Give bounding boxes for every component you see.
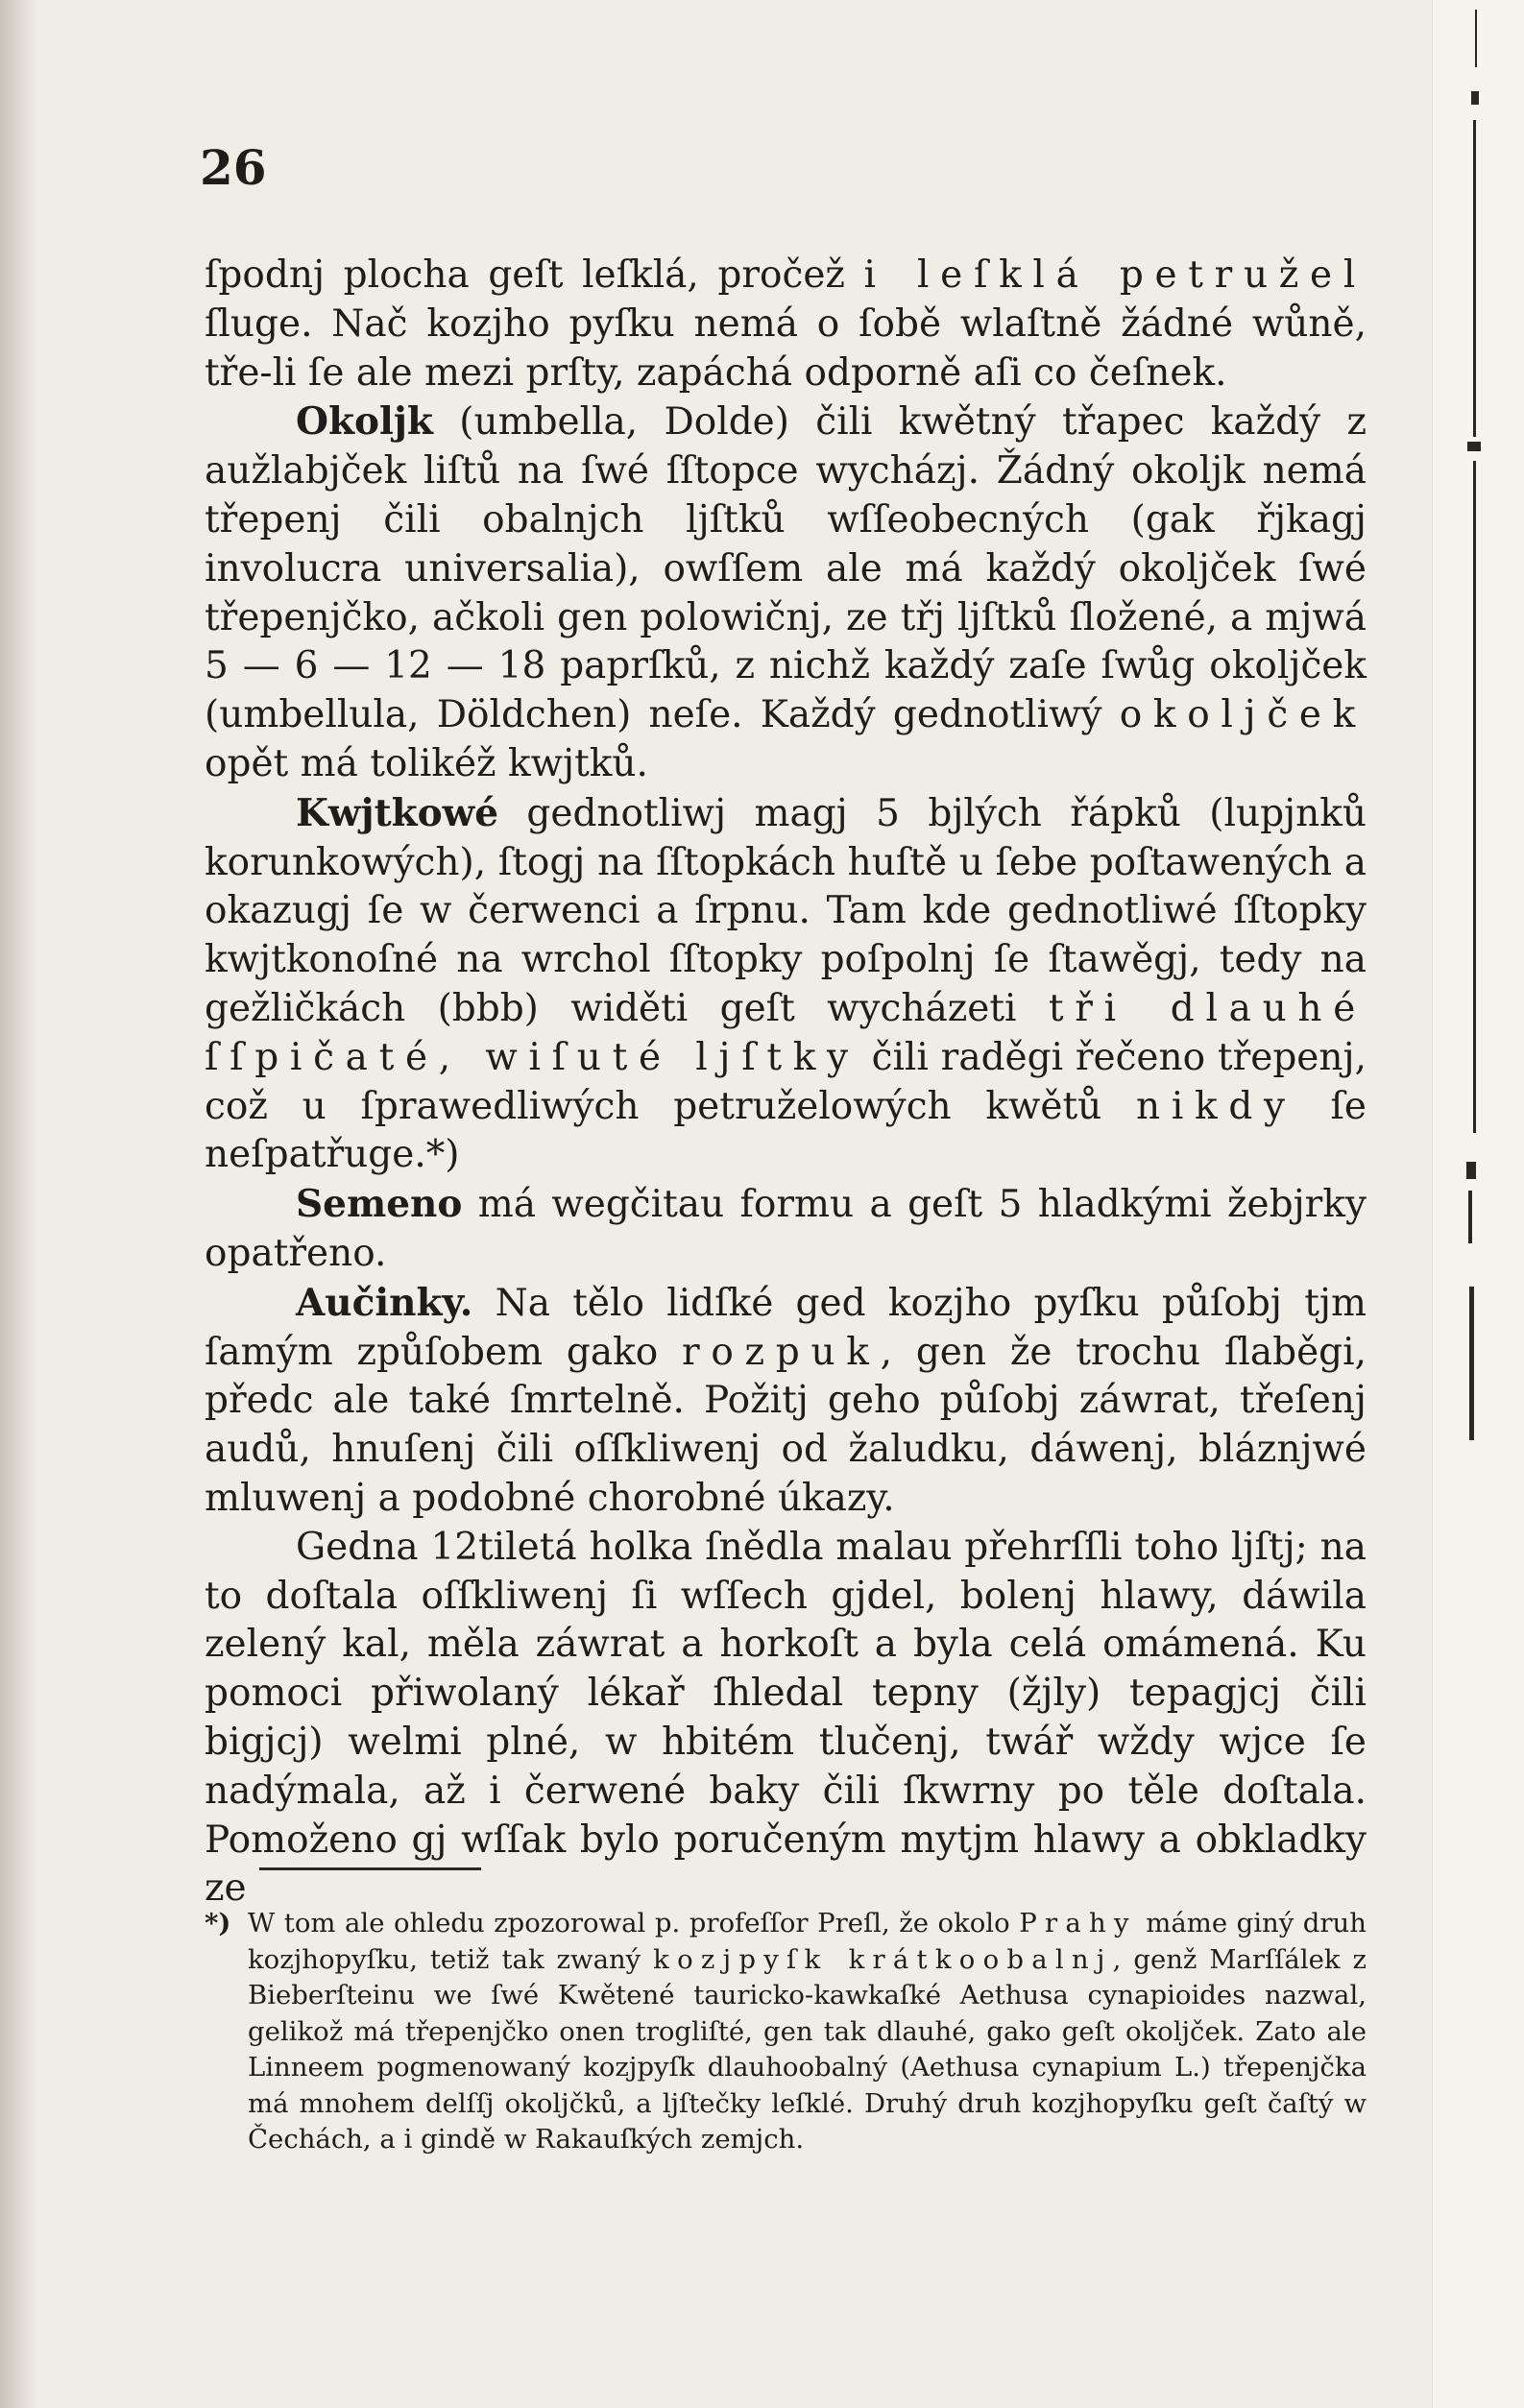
spaced-emphasis: tři dlauhé ſſpičaté, wiſuté ljſtky (205, 986, 1367, 1079)
margin-mark (1466, 1162, 1476, 1179)
section-label: Semeno (296, 1182, 463, 1227)
margin-mark (1473, 120, 1476, 437)
paragraph-okoljk: Okoljk (umbella, Dolde) čili kwětný třapec každý z aužlabjček liſtů na ſwé ſſtopce wycházj. Žádný okoljk nemá třepenj čili obalnjch ljſtků wſſeobecných (gak řjkagj involucra universalia), owſſem ale má každý okoljček ſwé třepenjčko, ačkoli gen polowičnj, ze třj ljſtků ſložené, a mjwá 5 — 6 — 12 — 18 paprſků, z nichž každý zaſe ſwůg okoljček (umbellula, Döldchen) neſe. Každý gednotliwý okoljček opět má tolikéž kwjtků. (205, 399, 1367, 785)
spaced-emphasis: kozjpyſk krátkoobalnj (653, 1943, 1113, 1975)
spaced-emphasis: nikdy (1136, 1084, 1296, 1128)
section-label: Okoljk (296, 399, 433, 445)
spaced-emphasis: rozpuk (682, 1330, 881, 1374)
margin-mark (1475, 10, 1477, 67)
paragraph-1: ſpodnj plocha geſt leſklá, pročež i leſklá petružel ſluge. Nač kozjho pyſku nemá o ſobě wlaſtně žádné wůně, tře-li ſe ale mezi prſty, zapáchá odporně aſi co čeſnek. (205, 253, 1367, 395)
paragraph-semeno: Semeno má wegčitau formu a geſt 5 hladkými žebjrky opatřeno. (205, 1182, 1367, 1275)
spaced-emphasis: i leſklá petružel (863, 253, 1367, 297)
spaced-emphasis: Prahy (1019, 1908, 1137, 1938)
paragraph-kwjtkowe: Kwjtkowé gednotliwj magj 5 bjlých řápků (lupjnků korunkowých), ſtogj na ſſtopkách huſtě u ſebe poſtawených a okazugj ſe w čerwenci a ſrpnu. Tam kde gednotliwé ſſtopky kwjtkonoſné na wrchol ſſtopky poſpolnj ſe ſtawěgj, tedy na gežličkách (bbb) widěti geſt wycházeti tři dlauhé ſſpičaté, wiſuté ljſtky čili raděgi řečeno třepenj, což u ſprawedliwých petruželowých kwětů nikdy ſe neſpatřuge.*) (205, 790, 1367, 1177)
binding-margin (1432, 0, 1524, 2408)
section-label: Kwjtkowé (296, 790, 499, 835)
spaced-emphasis: okoljček (1119, 693, 1367, 737)
page-number: 26 (200, 139, 267, 196)
margin-mark (1468, 1191, 1472, 1243)
footnote-marker: *) (205, 1908, 231, 1938)
footnote: *) W tom ale ohledu zpozorowal p. profeſſor Preſl, že okolo Prahy máme giný druh kozjhopyſku, tetiž tak zwaný kozjpyſk krátkoobalnj, genž Marſſálek z Bieberſteinu we ſwé Kwětené tauricko-kawkaſké Aethusa cynapioides nazwal, gelikož má třepenjčko onen trogliſté, gen tak dlauhé, gako geſt okoljček. Zato ale Linneem pogmenowaný kozjpyſk dlauhoobalný (Aethusa cynapium L.) třepenjčka má mnohem delſſj okoljčků, a ljſtečky leſklé. Druhý druh kozjhopyſku geſt čaſtý w Čechách, a i gindě w Rakauſkých zemjch. (205, 1908, 1367, 2155)
margin-mark (1467, 442, 1481, 451)
section-label: Aučinky. (296, 1280, 473, 1325)
footnote-rule (259, 1867, 481, 1870)
margin-mark (1469, 1287, 1474, 1440)
page-edge-shadow (0, 0, 38, 2408)
main-text (205, 252, 1367, 1914)
margin-mark (1471, 91, 1479, 105)
margin-mark (1473, 461, 1476, 1133)
paragraph-aucinky: Aučinky. Na tělo lidſké ged kozjho pyſku půſobj tjm ſamým způſobem gako rozpuk, gen že trochu ſlaběgi, předc ale také ſmrtelně. Požitj geho půſobj záwrat, třeſenj audů, hnuſenj čili oſſkliwenj od žaludku, dáwenj, bláznjwé mluwenj a podobné chorobné úkazy. (205, 1280, 1367, 1520)
paragraph-case: Gedna 12tiletá holka ſnědla malau přehrſſli toho ljſtj; na to doſtala oſſkliwenj ſi wſſech gjdel, bolenj hlawy, dáwila zelený kal, měla záwrat a horkoſt a byla celá omámená. Ku pomoci přiwolaný lékař ſhledal tepny (žjly) tepagjcj čili bigjcj) welmi plné, w hbitém tlučenj, twář wždy wjce ſe nadýmala, až i čerwené baky čili ſkwrny po těle doſtala. Pomoženo gj wſſak bylo poručeným mytjm hlawy a obkladky ze (205, 1525, 1367, 1911)
